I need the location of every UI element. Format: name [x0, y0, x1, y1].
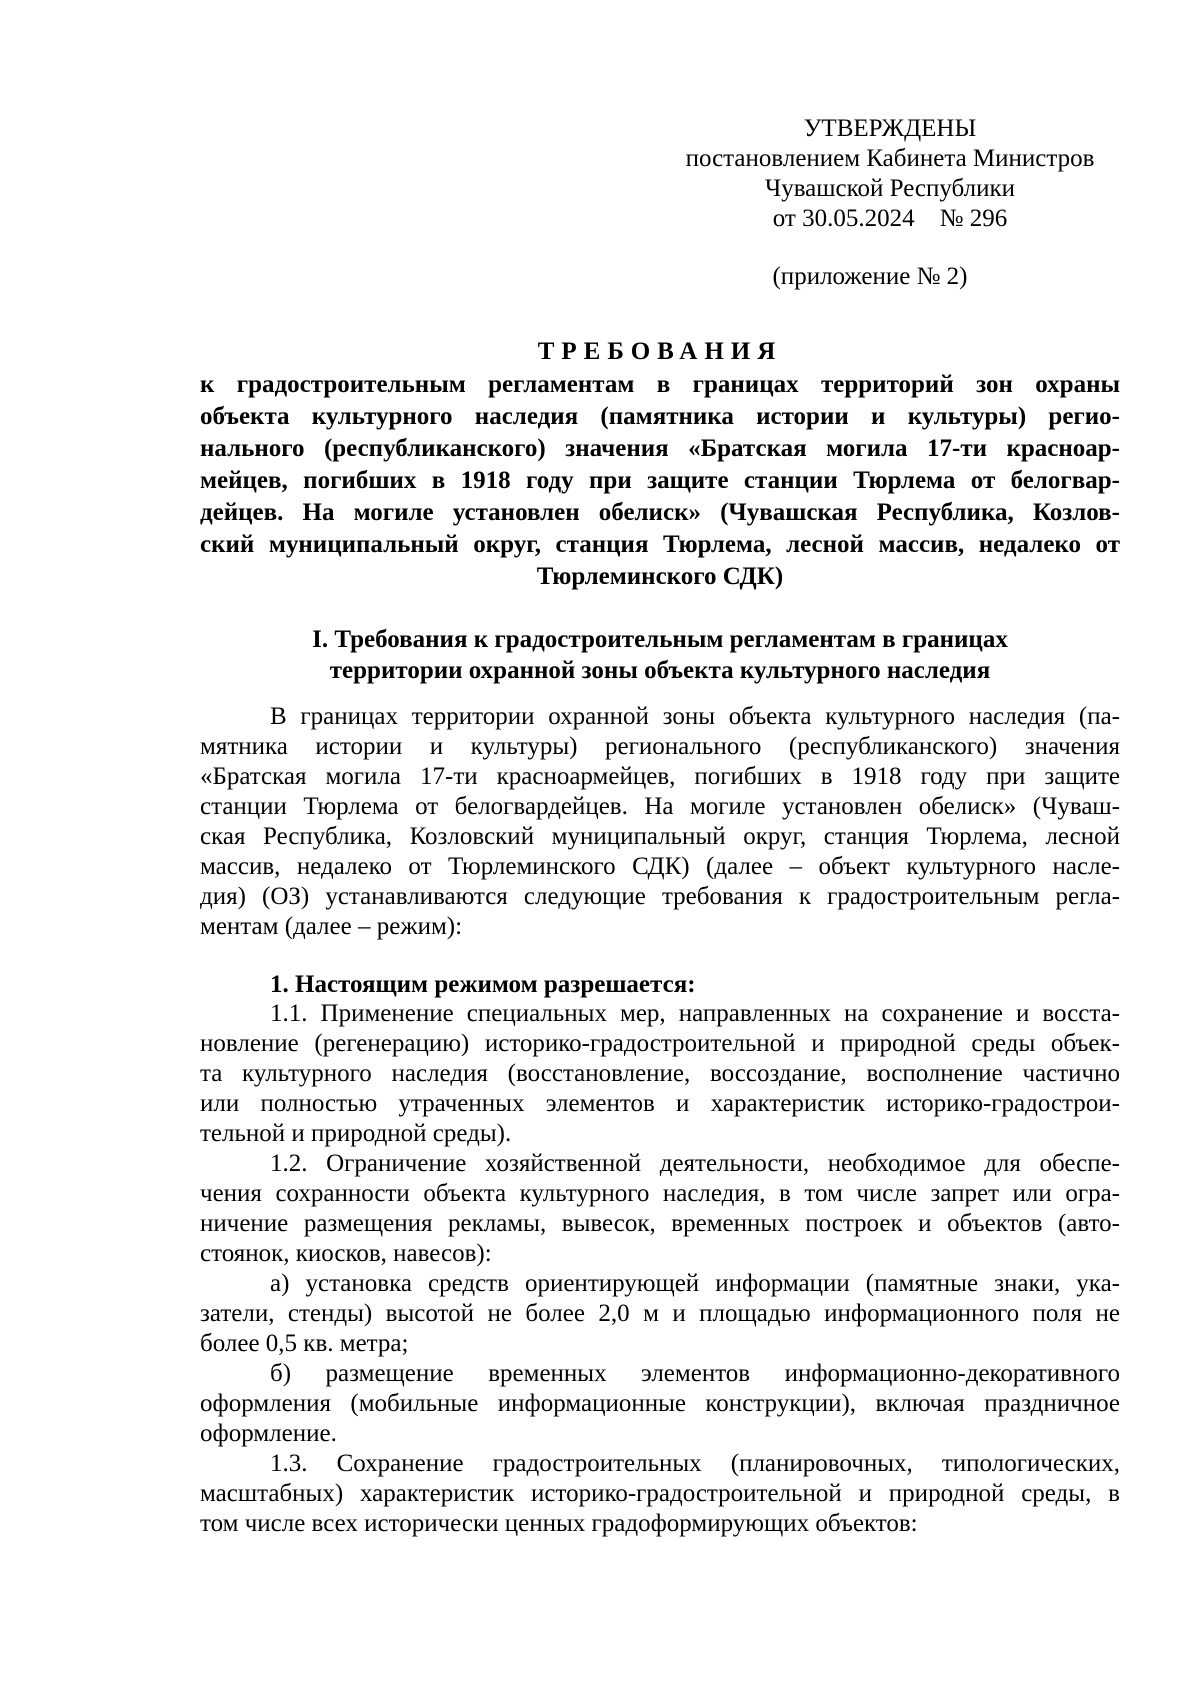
item-1-2-line: 1.2. Ограничение хозяйственной деятельности, необходимое для обеспе-: [270, 1150, 1120, 1177]
paragraph-line: станции Тюрлема от белогвардейцев. На могиле установлен обелиск» (Чуваш-: [200, 793, 1120, 820]
item-1-1-line: 1.1. Применение специальных мер, направленных на сохранение и восста-: [270, 1000, 1120, 1027]
item-1-1-line: та культурного наследия (восстановление, воссоздание, восполнение частично: [200, 1060, 1120, 1087]
item-a-line: затели, стенды) высотой не более 2,0 м и площадью информационного поля не: [200, 1300, 1120, 1327]
item-b-line: б) размещение временных элементов информационно-декоративного: [270, 1360, 1120, 1387]
subtitle-line: к градостроительным регламентам в границах территорий зон охраны: [200, 371, 1120, 398]
item-1-3-line: масштабных) характеристик историко-градостроительной и природной среды, в: [200, 1480, 1120, 1507]
item-1-3-line: том числе всех исторически ценных градоформирующих объектов:: [200, 1510, 918, 1537]
annex-number: (приложение № 2): [772, 263, 968, 290]
item-a-line: более 0,5 кв. метра;: [200, 1330, 409, 1357]
section-1-heading: [200, 624, 1120, 686]
subtitle-line: Тюрлеминского СДК): [536, 563, 784, 590]
paragraph-line: «Братская могила 17-ти красноармейцев, погибших в 1918 году при защите: [200, 763, 1120, 790]
intro-paragraph: [200, 702, 1120, 942]
document-title: ТРЕБОВАНИЯ: [537, 338, 783, 365]
document-subtitle: [200, 369, 1120, 593]
subtitle-line: нального (республиканского) значения «Братская могила 17-ти красноар-: [200, 435, 1120, 462]
approval-heading: УТВЕРЖДЕНЫ: [803, 115, 977, 142]
item-1-2-line: чения сохранности объекта культурного наследия, в том числе запрет или огра-: [200, 1180, 1120, 1207]
section-heading-line: I. Требования к градостроительным регламентам в границах: [312, 626, 1008, 653]
paragraph-line: массив, недалеко от Тюрлеминского СДК) (далее – объект культурного насле-: [200, 853, 1120, 880]
item-a-line: а) установка средств ориентирующей информации (памятные знаки, ука-: [270, 1270, 1120, 1297]
paragraph-line: дия) (ОЗ) устанавливаются следующие требования к градостроительным регла-: [200, 883, 1120, 910]
subtitle-line: объекта культурного наследия (памятника истории и культуры) регио-: [200, 403, 1120, 430]
item-b-line: оформления (мобильные информационные конструкции), включая праздничное: [200, 1390, 1120, 1417]
item-b-line: оформление.: [200, 1420, 337, 1447]
subtitle-line: ский муниципальный округ, станция Тюрлема, лесной массив, недалеко от: [200, 531, 1120, 558]
paragraph-line: ментам (далее – режим):: [200, 913, 463, 940]
item-1-2-line: стоянок, киосков, навесов):: [200, 1240, 492, 1267]
item-1-1-line: тельной и природной среды).: [200, 1120, 512, 1147]
approval-issuer: постановлением Кабинета Министров: [685, 145, 1095, 172]
paragraph-line: мятника истории и культуры) регионального (республиканского) значения: [200, 733, 1120, 760]
item-1-1-line: новление (регенерацию) историко-градостроительной и природной среды объек-: [200, 1030, 1120, 1057]
approval-region: Чувашской Республики: [764, 175, 1016, 202]
paragraph-line: ская Республика, Козловский муниципальный округ, станция Тюрлема, лесной: [200, 823, 1120, 850]
section-heading-line: территории охранной зоны объекта культурного наследия: [329, 657, 991, 684]
approval-stamp: [680, 114, 1100, 234]
approval-date-number: от 30.05.2024 № 296: [772, 205, 1008, 232]
subtitle-line: дейцев. На могиле установлен обелиск» (Чувашская Республика, Козлов-: [200, 499, 1120, 526]
clause-1-heading: 1. Настоящим режимом разрешается:: [270, 971, 696, 998]
item-1-3-line: 1.3. Сохранение градостроительных (планировочных, типологических,: [270, 1450, 1120, 1477]
paragraph-line: В границах территории охранной зоны объекта культурного наследия (па-: [270, 703, 1120, 730]
item-1-2-line: ничение размещения рекламы, вывесок, временных построек и объектов (авто-: [200, 1210, 1120, 1237]
subtitle-line: мейцев, погибших в 1918 году при защите станции Тюрлема от белогвар-: [200, 467, 1120, 494]
clause-1-items: [200, 999, 1120, 1539]
item-1-1-line: или полностью утраченных элементов и характеристик историко-градострои-: [200, 1090, 1120, 1117]
